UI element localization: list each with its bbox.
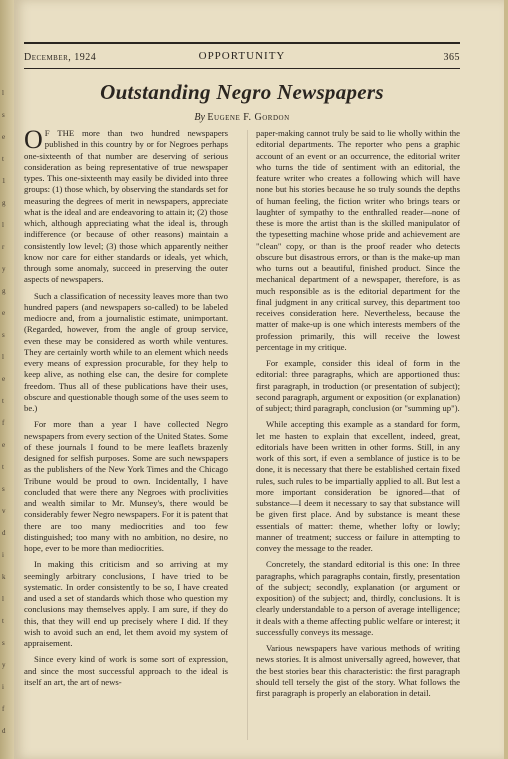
edge-letter-fragment: d [2, 727, 6, 735]
edge-letter-fragment: e [2, 375, 6, 383]
edge-letter-fragment: k [2, 573, 6, 581]
paragraph-text: F THE more than two hundred newspapers published in this country by or for Negroes perhaps one-sixteenth of that number are deserving of serious consideration as being representative of true newspaper types. This one-sixteenth may easily be divided into three groups: (1) those which, by observing the standards set for measuring the degrees of merit in newspapers, appreciate what is the ideal and are endeavoring to attain it; (2) those which, although appreciating what the ideal is, through indifference (or because of other reasons) maintain a consistently low level; (3) those which apparently neither know nor care for either standards or ideals, yet which, through some anomaly, succeed in preserving the outer aspects of newspapers. [24, 128, 228, 285]
edge-letter-fragment: e [2, 309, 6, 317]
edge-letter-fragment: l [2, 89, 4, 97]
edge-letter-fragment: y [2, 265, 6, 273]
edge-letter-fragment: l [2, 595, 4, 603]
paragraph: In making this criticism and so arriving at my seemingly arbitrary conclusions, I have tried to be systematic. In order consistently to be so, I have created and used a set of standards which those who question my conclusions may themselves apply. I am sure, if they do this, that they will end up precisely where I did. If they wish to avoid such an end, let them avoid my system of appraisement. [24, 559, 228, 648]
edge-letter-fragment: 1 [2, 177, 6, 185]
edge-letter-fragment: i [2, 683, 4, 691]
edge-letter-fragment: s [2, 331, 5, 339]
byline [24, 112, 460, 123]
edge-letter-fragment: g [2, 287, 6, 295]
header-bottom-rule [24, 68, 460, 69]
author-name: Eugene F. Gordon [207, 112, 290, 123]
edge-letter-fragment: t [2, 617, 4, 625]
left-column [24, 128, 228, 748]
edge-letter-fragment: g [2, 199, 6, 207]
edge-letter-fragment: d [2, 529, 6, 537]
previous-page-edge [0, 0, 14, 759]
edge-letter-fragment: i [2, 551, 4, 559]
column-gutter [247, 130, 248, 740]
edge-letter-fragment: e [2, 133, 6, 141]
paragraph: Since every kind of work is some sort of expression, and since the most successful approach to the ideal is itself an art, the art of news- [24, 654, 228, 687]
header-top-rule [24, 42, 460, 44]
byline-prefix: By [194, 112, 205, 123]
edge-letter-fragment: f [2, 419, 5, 427]
edge-letter-fragment: y [2, 661, 6, 669]
article-title: Outstanding Negro Newspapers [100, 80, 384, 104]
page-number: 365 [443, 52, 460, 63]
edge-letter-fragment: v [2, 507, 6, 515]
paragraph: paper-making cannot truly be said to lie wholly within the editorial departments. The reporter who pens a graphic account of an event or an occurrence, the editorial writer who turns the tide of sentiment with an editorial, the feature writer who creates a following which will have none but his stories because he so truly sounds the depths of human feeling, the fiction writer who brings tears or laughter of sympathy to the enthralled reader—none of these is more the artist than is the skilled manipulator of the typesetting machine whose pride and achievement are "clean" copy, or than is the proof reader who detects obscure but disastrous errors, or than is the make-up man who turns out a beautiful, finished product. Since the mechanical department of a newspaper, therefore, is as much responsible as is the editorial department for the final judgment in any critical survey, this department too receives consideration here. Nevertheless, because the matter of make-up is one which interests members of the profession primarily, this will receive the lowest percentage in my critique. [256, 128, 460, 352]
edge-letter-fragment: l [2, 221, 4, 229]
edge-letter-fragment: t [2, 397, 4, 405]
edge-letter-fragment: e [2, 441, 6, 449]
edge-letter-fragment: t [2, 463, 4, 471]
paragraph: For more than a year I have collected Negro newspapers from every section of the United States. Some of these journals I found to be mere leaflets brazenly designed for selfish purposes. Some are such newspapers as the publishers of the New York Times and the Chicago Tribune would be proud to own. Incidentally, I have concluded that were there any Negroes with proclivities and wealth similar to Mr. Munsey's, there would be considerably fewer Negro newspapers. For it is patent that there are too many mediocrities and too few distinguished; too many with no ambition, no desire, no hope, ever to be more than mediocrities. [24, 419, 228, 553]
paragraph [24, 128, 228, 286]
edge-letter-fragment: t [2, 155, 4, 163]
drop-cap: O [24, 128, 43, 154]
issue-date: December, 1924 [24, 52, 97, 63]
edge-letter-fragment: s [2, 639, 5, 647]
paragraph: Concretely, the standard editorial is this one: In three paragraphs, which paragraphs contain, firstly, presentation of the subject; secondly, explanation (or argument or exposition) of the subject; and, thirdly, conclusions. It is clearly understandable to a person of average intelligence; it deals with a theme affecting public welfare or interest; it successfully conveys its message. [256, 559, 460, 637]
magazine-name: OPPORTUNITY [198, 50, 286, 62]
right-column [256, 128, 460, 748]
paragraph: While accepting this example as a standard for form, let me hasten to explain that excellent, indeed, great, editorials have been written in other forms. Still, in any work of this sort, if even a semblance of justice is to be done, it is necessary that there be established certain fixed rules, such rules to be impartially applied to all. But lest a more important consideration be ignored—that of substance—I deem it necessary to say that substance will be given first place. And by substance is meant these essentials of matter: theme, whether lofty or lowly; manner of treatment; success or failure in attempting to convey the message to the reader. [256, 419, 460, 553]
running-header [24, 50, 460, 66]
edge-letter-fragment: s [2, 485, 5, 493]
edge-letter-fragment: r [2, 243, 5, 251]
paragraph: Such a classification of necessity leaves more than two hundred papers (and newspapers so-called) to be labeled mediocre and, from a journalistic estimate, unimportant. (Regarded, however, from the angle of group service, even these may be considered as worth while ventures. They are certainly worth while to an element which needs every means of expression procurable, for they help to keep alive, as nothing else can, the desire for complete freedom. Thus all of these publications have their uses, obscure and questionable though some of the uses seem to be.) [24, 290, 228, 413]
paragraph: Various newspapers have various methods of writing news stories. It is almost universally agreed, however, that the best stories bear this characteristic: the first paragraph should tell tersely the gist of the story. What follows the first paragraph is properly an elaboration in detail. [256, 643, 460, 698]
paragraph: For example, consider this ideal of form in the editorial: three paragraphs, which are apportioned thus: first paragraph, in troduction (or presentation of subject); second paragraph, argument or exposition (or explanation) of subject; third paragraph, conclusion (or "summing up"). [256, 358, 460, 413]
edge-letter-fragment: s [2, 111, 5, 119]
edge-letter-fragment: f [2, 705, 5, 713]
edge-letter-fragment: l [2, 353, 4, 361]
